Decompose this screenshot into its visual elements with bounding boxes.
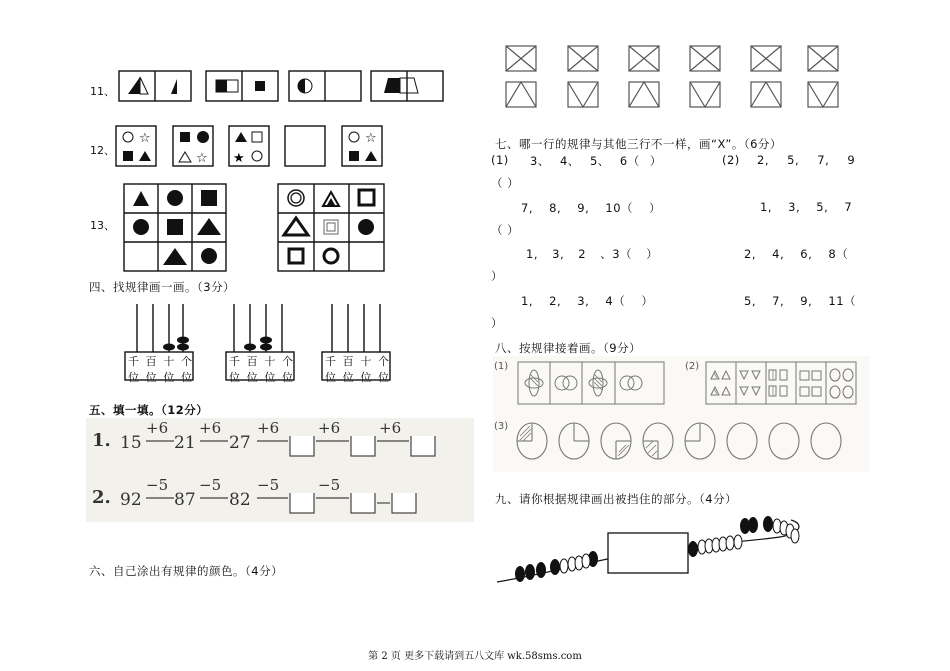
svg-text:☆: ☆ (365, 131, 377, 146)
row-1-op-1: +6 (146, 419, 169, 437)
row-2-op-4: −5 (318, 476, 341, 494)
svg-text:☆: ☆ (196, 151, 208, 166)
wrap-4: ） (491, 316, 503, 330)
place-ones: 个 位 (180, 355, 192, 384)
row-2-op-2: −5 (199, 476, 222, 494)
row-1-op-3: +6 (257, 419, 280, 437)
group-2-row-4: 5, 7, 9, 11（ (744, 294, 857, 308)
q11-figures (118, 70, 448, 102)
place-thousands: 千 位 (229, 355, 240, 384)
draw-patterns (510, 358, 870, 468)
place-tens: 十 位 (264, 355, 276, 384)
place-thousands: 千 位 (325, 355, 336, 384)
part-2-label: (2) (685, 361, 700, 372)
group-2-label: (2) (722, 153, 740, 167)
row-1-index: 1. (92, 430, 111, 451)
row-2-val-2: 82 (229, 490, 251, 510)
section-6-title: 六、自己涂出有规律的颜色。（4分） (89, 564, 284, 578)
row-2-lines-boxes (140, 493, 440, 523)
question-12-label: 12、 (90, 144, 115, 157)
row-2-val-1: 87 (174, 490, 196, 510)
abacus-1 (123, 296, 195, 382)
abacus-2 (224, 296, 296, 382)
abacus-3-places (325, 353, 389, 385)
section-7-title: 七、哪一行的规律与其他三行不一样，画“X”。（6分） (495, 137, 782, 151)
row-1-start: 15 (120, 433, 142, 453)
wrap-2: （ ） (491, 223, 520, 237)
group-1-label: (1) (491, 153, 509, 167)
place-thousands: 千 位 (128, 355, 139, 384)
section-5-title: 五、填一填。（12分） (89, 403, 209, 417)
svg-text:☆: ☆ (139, 131, 151, 146)
place-ones: 个 位 (281, 355, 293, 384)
page-footer: 第 2 页 更多下载请到五八文库 wk.58sms.com (368, 651, 582, 662)
question-11-label: 11、 (90, 85, 115, 98)
group-2-row-1: 2, 5, 7, 9 (757, 153, 856, 167)
abacus-3 (320, 296, 392, 382)
row-1-op-2: +6 (199, 419, 222, 437)
svg-text:★: ★ (233, 151, 245, 166)
wrap-3: ） (491, 269, 503, 283)
row-1-op-4: +6 (318, 419, 341, 437)
group-1-row-2: 7, 8, 9, 10（ ） (521, 201, 662, 215)
row-1-lines-boxes (140, 436, 440, 466)
place-hundreds: 百 位 (145, 355, 157, 384)
group-2-row-3: 2, 4, 6, 8（ (744, 247, 849, 261)
place-hundreds: 百 位 (342, 355, 354, 384)
abacus-1-places (128, 353, 192, 385)
section-8-title: 八、按规律接着画。（9分） (495, 341, 642, 355)
row-1-val-1: 21 (174, 433, 196, 453)
group-1-row-4: 1, 2, 3, 4（ ） (521, 294, 654, 308)
section-9-title: 九、请你根据规律画出被挡住的部分。（4分） (495, 492, 738, 506)
place-ones: 个 位 (377, 355, 389, 384)
part-3-label: (3) (494, 421, 509, 432)
bead-string (495, 512, 815, 592)
group-2-row-2: 1, 3, 5, 7 (760, 200, 853, 214)
place-tens: 十 位 (163, 355, 175, 384)
q13-grids (122, 182, 388, 274)
q12-figures (115, 124, 395, 170)
row-2-op-1: −5 (146, 476, 169, 494)
row-2-op-3: −5 (257, 476, 280, 494)
part-1-label: (1) (494, 361, 509, 372)
group-1-row-1: 3、 4、 5、 6（ ） (530, 154, 662, 168)
pattern-boxes (496, 42, 856, 112)
row-1-op-5: +6 (379, 419, 402, 437)
place-hundreds: 百 位 (246, 355, 258, 384)
row-1-val-2: 27 (229, 433, 251, 453)
section-4-title: 四、找规律画一画。（3分） (89, 280, 236, 294)
row-2-start: 92 (120, 490, 142, 510)
wrap-1: （ ） (491, 176, 520, 190)
question-13-label: 13、 (90, 219, 115, 232)
row-2-index: 2. (92, 487, 111, 508)
abacus-2-places (229, 353, 293, 385)
group-1-row-3: 1, 3, 2 、3（ ） (526, 247, 659, 261)
place-tens: 十 位 (360, 355, 372, 384)
